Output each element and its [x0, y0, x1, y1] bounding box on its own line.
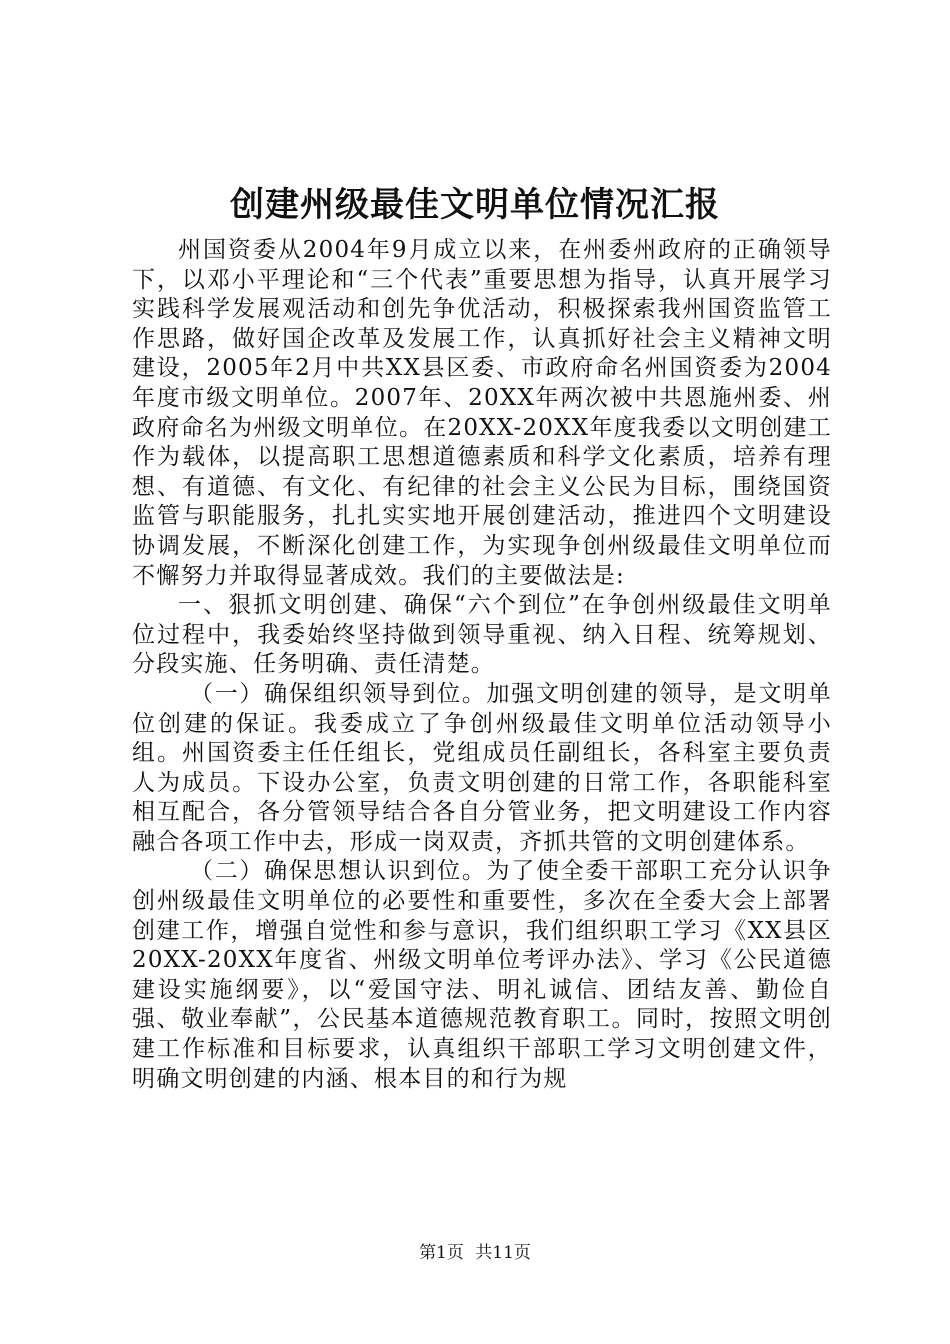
- page-total: 共11页: [475, 1243, 531, 1263]
- page-footer: [0, 1242, 950, 1264]
- paragraph-intro: 州国资委从2004年9月成立以来，在州委州政府的正确领导下，以邓小平理论和“三个代表”重要思想为指导，认真开展学习实践科学发展观活动和创先争优活动，积极探索我州国资监管工作思路，做好国企改革及发展工作，认真抓好社会主义精神文明建设，2005年2月中共XX县区委、市政府命名州国资委为2004年度市级文明单位。2007年、20XX年两次被中共恩施州委、州政府命名为州级文明单位。在20XX-20XX年度我委以文明创建工作为载体，以提高职工思想道德素质和科学文化素质，培养有理想、有道德、有文化、有纪律的社会主义公民为目标，围绕国资监管与职能服务，扎扎实实地开展创建活动，推进四个文明建设协调发展，不断深化创建工作，为实现争创州级最佳文明单位而不懈努力并取得显著成效。我们的主要做法是:: [132, 237, 832, 589]
- document-body: [132, 236, 832, 1094]
- paragraph-ideological-awareness: （二）确保思想认识到位。为了使全委干部职工充分认识争创州级最佳文明单位的必要性和重要性，多次在全委大会上部署创建工作，增强自觉性和参与意识，我们组织职工学习《XX县区20XX-20XX年度省、州级文明单位考评办法》、学习《公民道德建设实施纲要》，以“爱国守法、明礼诚信、团结友善、勤俭自强、敬业奉献”，公民基本道德规范教育职工。同时，按照文明创建工作标准和目标要求，认真组织干部职工学习文明创建文件，明确文明创建的内涵、根本目的和行为规: [132, 858, 832, 1092]
- page-number: 第1页: [419, 1243, 464, 1263]
- document-title: 创建州级最佳文明单位情况汇报: [230, 185, 720, 225]
- paragraph-organization-leadership: （一）确保组织领导到位。加强文明创建的领导，是文明单位创建的保证。我委成立了争创州级最佳文明单位活动领导小组。州国资委主任任组长，党组成员任副组长，各科室主要负责人为成员。下设办公室，负责文明创建的日常工作，各职能科室相互配合，各分管领导结合各自分管业务，把文明建设工作内容融合各项工作中去，形成一岗双责，齐抓共管的文明创建体系。: [132, 680, 832, 855]
- paragraph-section-one: 一、狠抓文明创建、确保“六个到位”在争创州级最佳文明单位过程中，我委始终坚持做到领导重视、纳入日程、统筹规划、分段实施、任务明确、责任清楚。: [132, 592, 832, 678]
